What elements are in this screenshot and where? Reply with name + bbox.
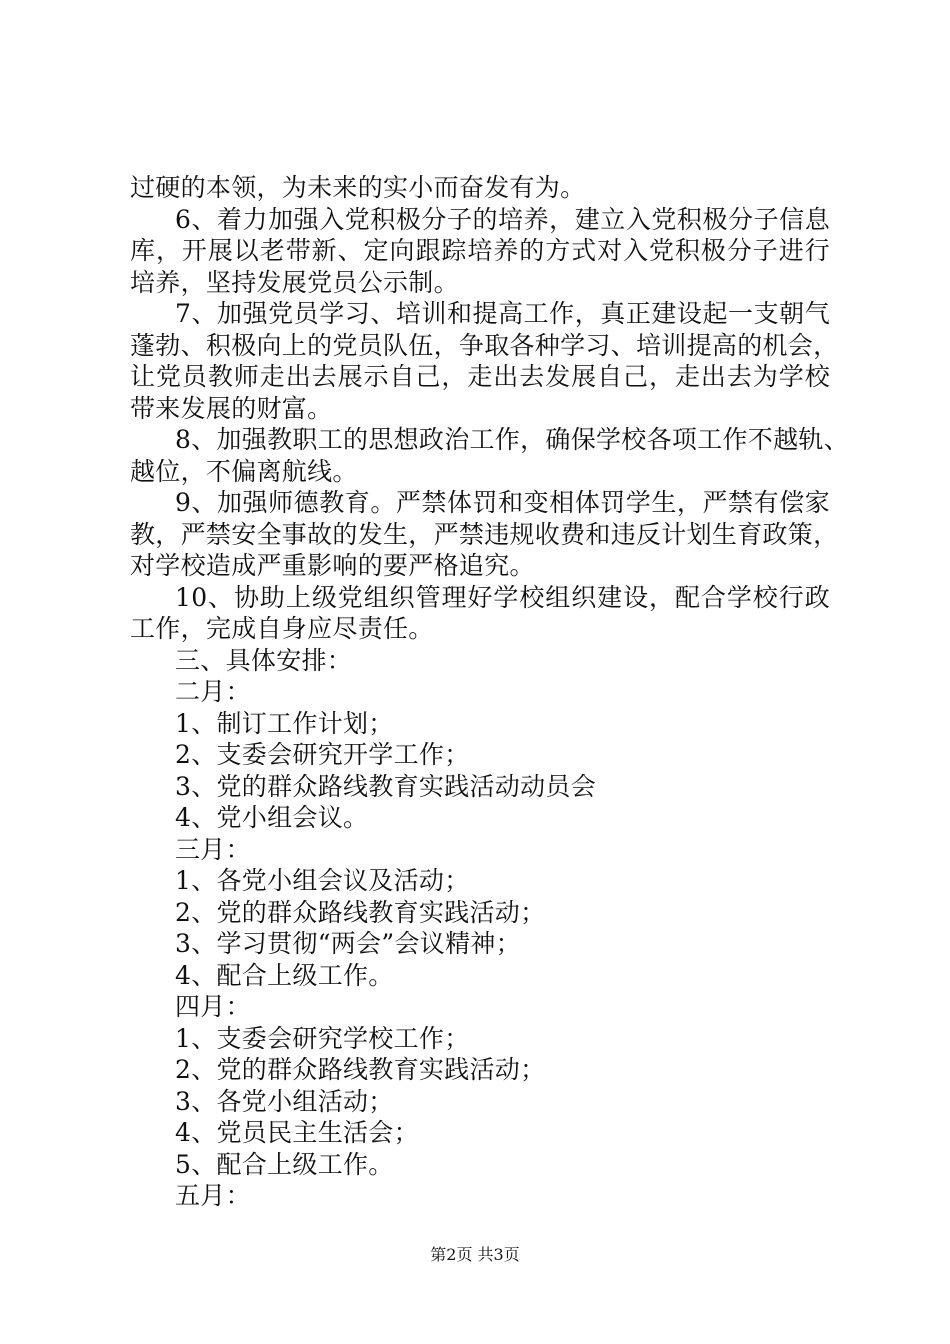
text-line: 3、学习贯彻“两会”会议精神； (175, 929, 521, 958)
text-line: 对学校造成严重影响的要严格追究。 (130, 551, 535, 580)
text-line: 三月： (175, 834, 251, 864)
page-footer (0, 1245, 950, 1265)
text-line: 1、各党小组会议及活动； (175, 866, 470, 895)
text-line: 越位，不偏离航线。 (130, 456, 358, 486)
text-line: 2、支委会研究开学工作； (175, 740, 470, 769)
text-line: 2、党的群众路线教育实践活动； (175, 897, 546, 927)
text-line: 9、加强师德教育。严禁体罚和变相体罚学生，严禁有偿家 (175, 488, 830, 517)
text-line: 三、具体安排： (175, 645, 353, 675)
text-line: 10、协助上级党组织管理好学校组织建设，配合学校行政 (175, 582, 830, 612)
text-line: 3、党的群众路线教育实践活动动员会 (175, 771, 597, 801)
text-line: 4、党小组会议。 (175, 803, 369, 832)
text-line: 培养，坚持发展党员公示制。 (130, 267, 459, 297)
text-line: 4、配合上级工作。 (175, 960, 394, 990)
text-line: 过硬的本领，为未来的实小而奋发有为。 (130, 173, 586, 202)
text-line: 库，开展以老带新、定向跟踪培养的方式对入党积极分子进行 (130, 236, 830, 265)
text-line: 五月： (175, 1181, 251, 1210)
text-line: 带来发展的财富。 (130, 393, 333, 423)
text-line: 四月： (175, 992, 251, 1021)
page-number-label: 第2页 共3页 (430, 1245, 520, 1264)
text-line: 让党员教师走出去展示自己，走出去发展自己，走出去为学校 (130, 362, 830, 391)
text-line: 教，严禁安全事故的发生，严禁违规收费和违反计划生育政策， (130, 519, 839, 549)
document-body (130, 172, 850, 1212)
text-line: 2、党的群众路线教育实践活动； (175, 1055, 546, 1084)
text-line: 1、制订工作计划； (175, 708, 394, 738)
text-line: 二月： (175, 677, 251, 706)
text-line: 7、加强党员学习、培训和提高工作，真正建设起一支朝气 (175, 299, 830, 328)
text-line: 1、支委会研究学校工作； (175, 1023, 470, 1053)
text-line: 工作，完成自身应尽责任。 (130, 614, 434, 643)
text-line: 8、加强教职工的思想政治工作，确保学校各项工作不越轨、 (175, 425, 850, 454)
text-line: 5、配合上级工作。 (175, 1149, 394, 1179)
text-line: 4、党员民主生活会； (175, 1118, 419, 1147)
text-line: 蓬勃、积极向上的党员队伍，争取各种学习、培训提高的机会， (130, 330, 839, 360)
text-line: 6、着力加强入党积极分子的培养，建立入党积极分子信息 (175, 204, 830, 234)
text-line: 3、各党小组活动； (175, 1086, 394, 1116)
